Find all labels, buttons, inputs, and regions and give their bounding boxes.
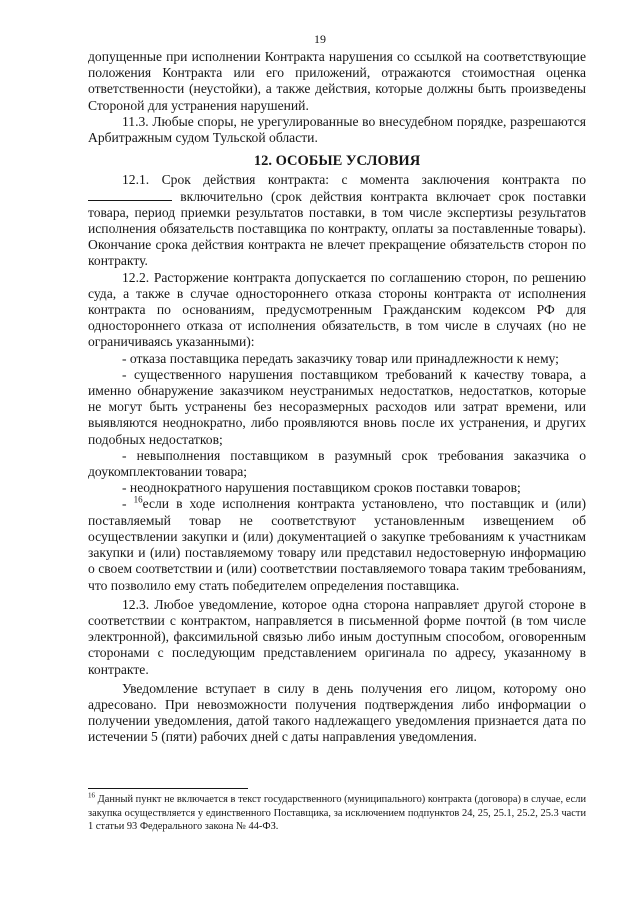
footnote-text: Данный пункт не включается в текст государственного (муниципального) контракта (договора) в случае, если закупка осуществляется у единственного Поставщика, за исключением подпунктов 24, 25, 25.1, 25.2, 25.3 части 1 статьи 93 Федерального закона № 44-ФЗ.	[88, 794, 586, 833]
paragraph-12-2: 12.2. Расторжение контракта допускается по соглашению сторон, по решению суда, а также в случае одностороннего отказа стороны контракта от исполнения контракта по основаниям, предусмотренным Гражданским кодексом РФ для одностороннего отказа от исполнения обязательств, в том числе в случаях (но не ограничиваясь указанными):	[88, 269, 586, 350]
footnote	[88, 793, 586, 834]
list-item: - неоднократного нарушения поставщиком сроков поставки товаров;	[122, 480, 521, 496]
list-item	[88, 496, 586, 593]
page-number: 19	[314, 32, 326, 46]
footnote-reference: 16	[133, 494, 143, 505]
paragraph-12-1-rest: включительно (срок действия контракта включает срок поставки товара, период приемки результатов поставки, в том числе экспертизы результатов исполнения обязательств поставщика по контракту, оплаты за поставленные товары). Окончание срока действия контракта не влечет прекращение обязательств сторон по контракту.	[88, 188, 586, 269]
list-item-text: если в ходе исполнения контракта установлено, что поставщик и (или) поставляемый товар не соответствуют установленным извещением об осуществлении закупки и (или) документацией о закупке требованиям к участникам закупки и (или) поставляемому товару или представил недостоверную информацию о своем соответствии и (или) соответствии поставляемого товара таким требованиям, что позволило ему стать победителем определения поставщика.	[88, 496, 586, 593]
footnote-number: 16	[88, 791, 95, 800]
blank-date-field	[88, 189, 172, 201]
document-body	[88, 49, 586, 746]
paragraph-notice: Уведомление вступает в силу в день получения его лицом, которому оно адресовано. При невозможности получения подтверждения либо информации о получении уведомления, датой такого надлежащего уведомления признается дата по истечении 5 (пяти) рабочих дней с даты направления уведомления.	[88, 680, 586, 745]
list-dash: -	[122, 496, 127, 512]
paragraph-12-1	[88, 172, 586, 269]
section-heading: 12. ОСОБЫЕ УСЛОВИЯ	[253, 153, 421, 170]
paragraph-11-3: 11.3. Любые споры, не урегулированные во внесудебном порядке, разрешаются Арбитражным судом Тульской области.	[88, 113, 586, 146]
paragraph-12-1-start: 12.1. Срок действия контракта: с момента заключения контракта по	[122, 172, 586, 188]
footnote-divider	[88, 788, 248, 789]
paragraph-12-3: 12.3. Любое уведомление, которое одна сторона направляет другой стороне в соответствии с контрактом, направляется в письменной форме почтой (в том числе электронной), факсимильной связью либо иным доступным способом, оговоренным сторонами с последующим представлением оригинала по адресу, указанному в контракте.	[88, 596, 586, 677]
list-item: - отказа поставщика передать заказчику товар или принадлежности к нему;	[122, 350, 559, 366]
paragraph-continuation: допущенные при исполнении Контракта нарушения со ссылкой на соответствующие положения Контракта или его приложений, отражаются стоимостная оценка ответственности (неустойки), а также действия, которые должны быть произведены Стороной для устранения нарушений.	[88, 49, 586, 113]
list-item: - существенного нарушения поставщиком требований к качеству товара, а именно обнаружение заказчиком неустранимых недостатков, недостатков, которые не могут быть устранены без несоразмерных расходов или затрат времени, или выявляются неоднократно, либо проявляются вновь после их устранения, и других подобных недостатков;	[88, 366, 586, 447]
list-item: - невыполнения поставщиком в разумный срок требования заказчика о доукомплектовании товара;	[88, 447, 586, 480]
